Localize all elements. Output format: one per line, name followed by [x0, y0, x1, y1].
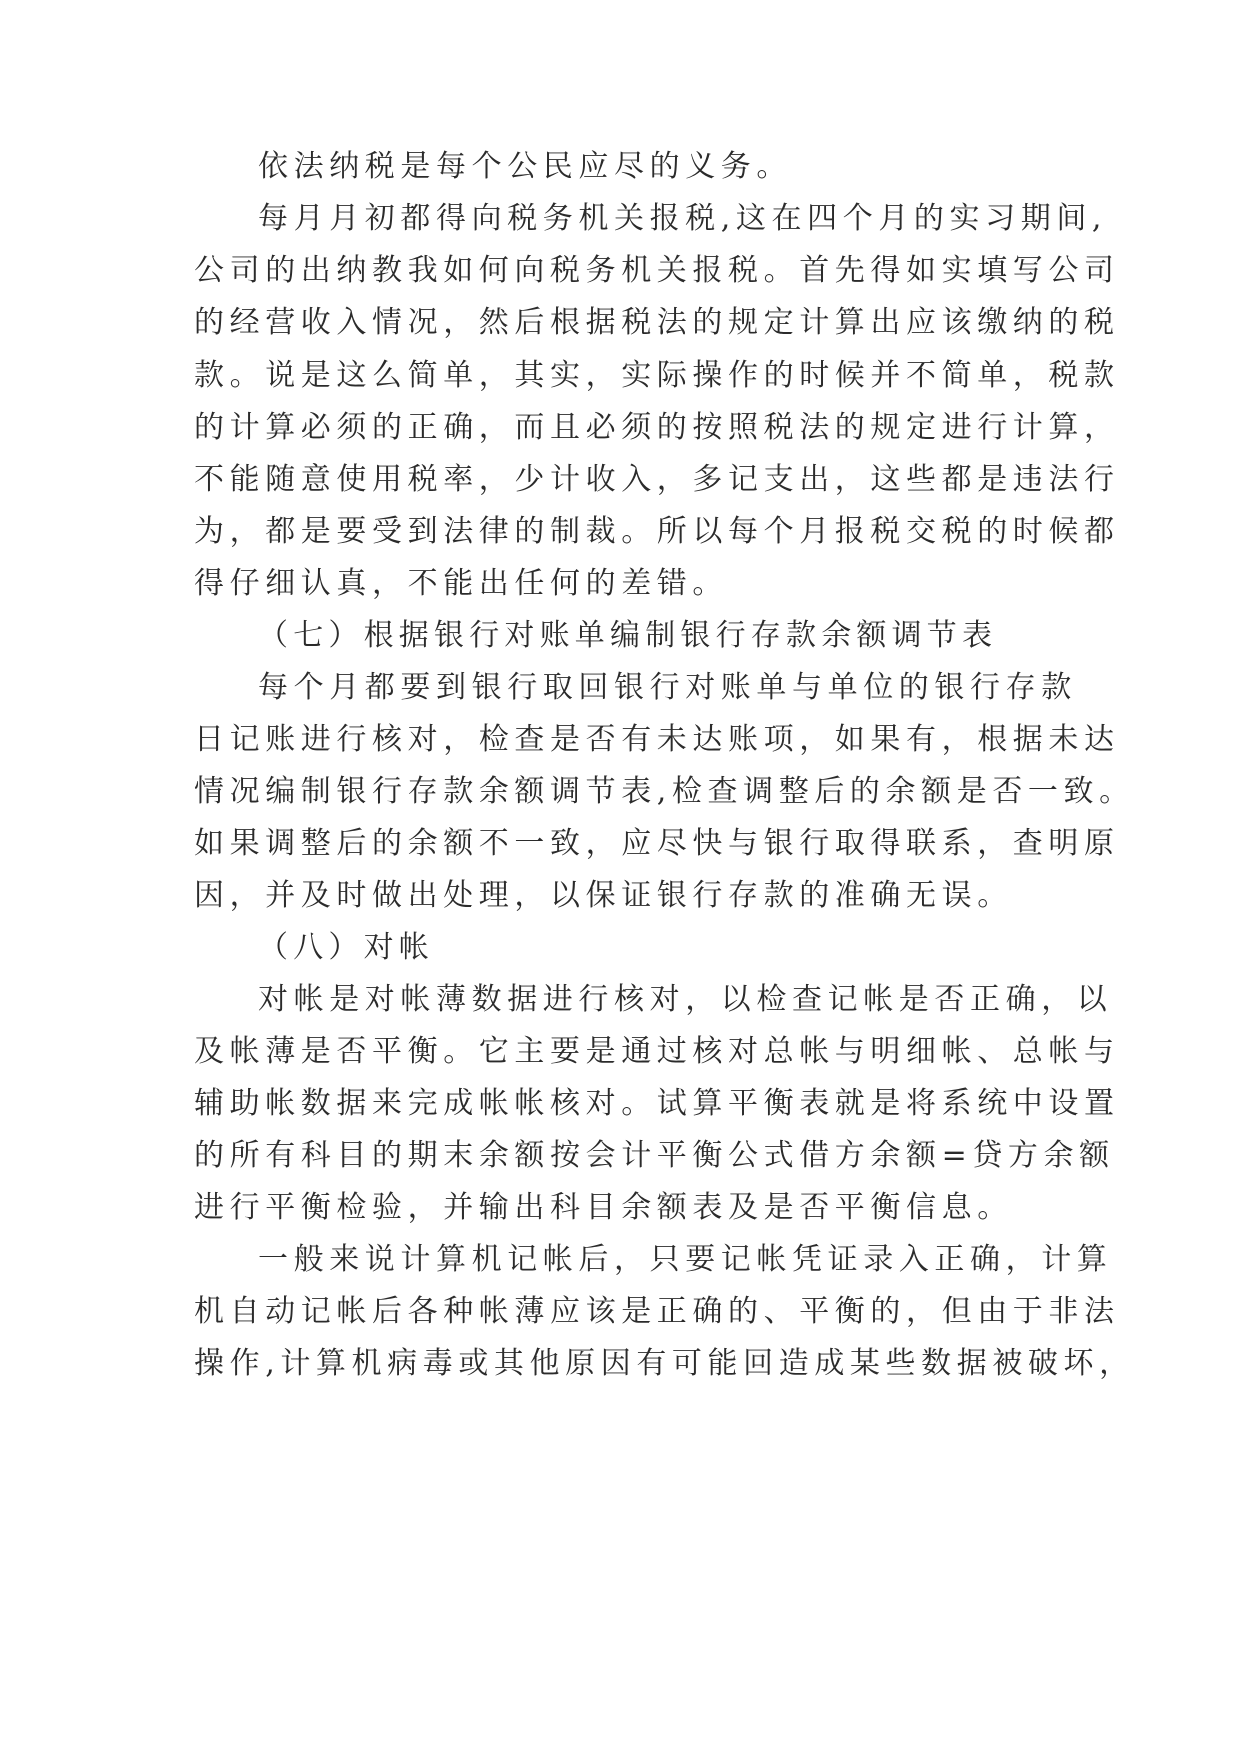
- text-line: 的所有科目的期末余额按会计平衡公式借方余额=贷方余额: [194, 1138, 1115, 1173]
- section-heading: （八）对帐: [258, 930, 434, 965]
- text-line: 公司的出纳教我如何向税务机关报税。首先得如实填写公司: [194, 253, 1120, 288]
- text-line: 操作,计算机病毒或其他原因有可能回造成某些数据被破坏，: [194, 1346, 1135, 1381]
- text-line: 不能随意使用税率，少计收入，多记支出，这些都是违法行: [194, 462, 1120, 497]
- text-line: 得仔细认真，不能出任何的差错。: [194, 566, 728, 601]
- text-line: 为，都是要受到法律的制裁。所以每个月报税交税的时候都: [194, 514, 1120, 549]
- text-line: 如果调整后的余额不一致，应尽快与银行取得联系，查明原: [194, 826, 1120, 861]
- text-line: 款。说是这么简单，其实，实际操作的时候并不简单，税款: [194, 358, 1120, 393]
- text-line: 日记账进行核对，检查是否有未达账项，如果有，根据未达: [194, 722, 1120, 757]
- section-heading: （七）根据银行对账单编制银行存款余额调节表: [258, 618, 998, 653]
- text-line: 每月月初都得向税务机关报税,这在四个月的实习期间,: [258, 201, 1108, 236]
- text-line: 依法纳税是每个公民应尽的义务。: [258, 149, 792, 184]
- text-line: 因，并及时做出处理，以保证银行存款的准确无误。: [194, 878, 1013, 913]
- text-line: 一般来说计算机记帐后，只要记帐凭证录入正确，计算: [258, 1242, 1113, 1277]
- text-line: 进行平衡检验，并输出科目余额表及是否平衡信息。: [194, 1190, 1013, 1225]
- text-line: 的经营收入情况，然后根据税法的规定计算出应该缴纳的税: [194, 305, 1120, 340]
- text-line: 的计算必须的正确，而且必须的按照税法的规定进行计算，: [194, 410, 1120, 445]
- text-line: 及帐薄是否平衡。它主要是通过核对总帐与明细帐、总帐与: [194, 1034, 1120, 1069]
- text-line: 对帐是对帐薄数据进行核对，以检查记帐是否正确，以: [258, 982, 1113, 1017]
- text-line: 辅助帐数据来完成帐帐核对。试算平衡表就是将系统中设置: [194, 1086, 1120, 1121]
- text-line: 情况编制银行存款余额调节表,检查调整后的余额是否一致。: [194, 774, 1135, 809]
- text-line: 每个月都要到银行取回银行对账单与单位的银行存款: [258, 670, 1077, 705]
- text-line: 机自动记帐后各种帐薄应该是正确的、平衡的，但由于非法: [194, 1294, 1120, 1329]
